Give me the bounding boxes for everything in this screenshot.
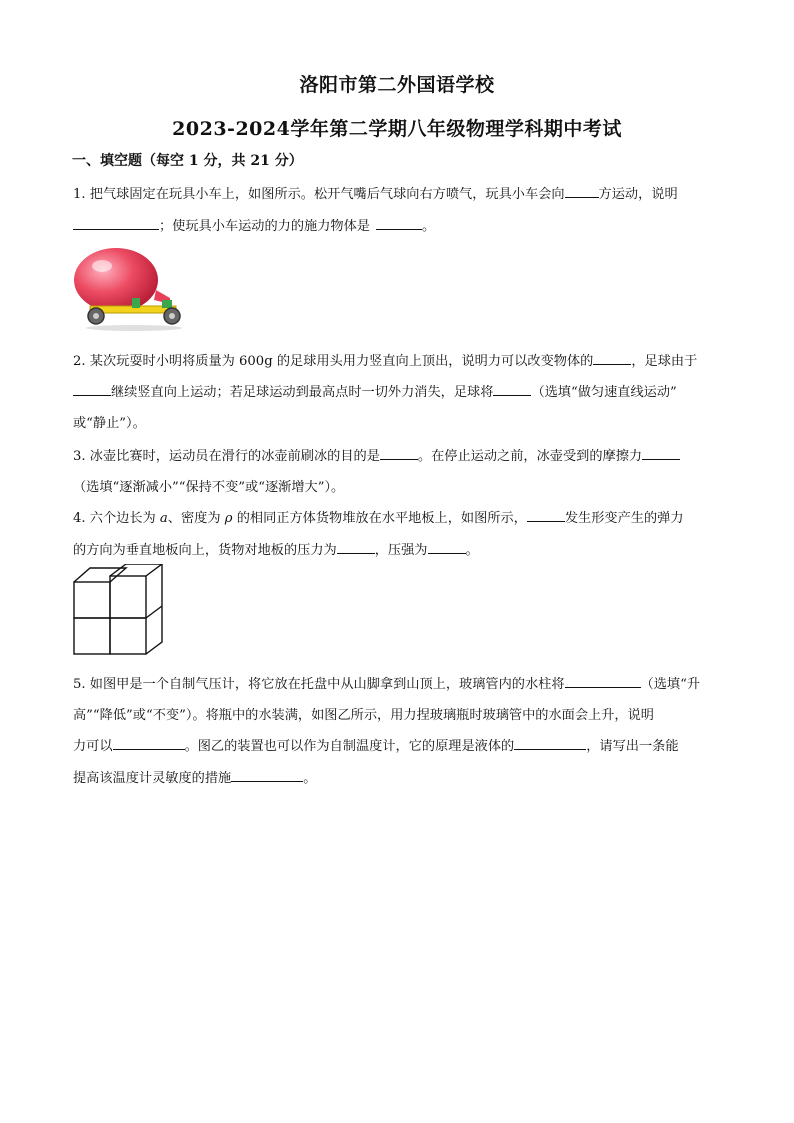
q4-blank-2[interactable] xyxy=(337,540,375,554)
q4-blank-1[interactable] xyxy=(527,508,565,522)
stacked-cubes-figure xyxy=(72,564,172,660)
q5-line-2: 高”“降低”或“不变”）。将瓶中的水装满，如图乙所示，用力捏玻璃瓶时玻璃管中的水面会上升，说明 xyxy=(73,708,654,723)
balloon-shape xyxy=(74,248,158,312)
q5-blank-4[interactable] xyxy=(231,768,303,782)
q1-blank-2[interactable] xyxy=(73,216,159,230)
q5-blank-2[interactable] xyxy=(113,736,185,750)
exam-title: 2023-2024学年第二学期八年级物理学科期中考试 xyxy=(172,118,622,140)
q1-text: ；使玩具小车运动的力的施力物体是 xyxy=(159,219,370,234)
q2-blank-1[interactable] xyxy=(593,351,631,365)
q3-text: 3. 冰壶比赛时，运动员在滑行的冰壶前刷冰的目的是 xyxy=(73,449,380,464)
q5-text: 。 xyxy=(303,771,317,786)
q1-blank-1[interactable] xyxy=(565,184,599,198)
q4-line-2 xyxy=(73,539,479,558)
section-heading: 一、填空题（每空 1 分，共 21 分） xyxy=(72,153,303,169)
q4-text: 发生形变产生的弹力 xyxy=(564,511,684,526)
q2-line-3: 或“静止”）。 xyxy=(73,416,146,431)
q4-text: ，压强为 xyxy=(374,543,428,558)
q5-text: ，请写出一条能 xyxy=(586,739,679,754)
q2-blank-2[interactable] xyxy=(73,382,111,396)
q1-line-2 xyxy=(73,215,435,234)
q1-text: 方运动，说明 xyxy=(598,187,678,202)
q4-text: 的方向为垂直地板向上，货物对地板的压力为 xyxy=(73,543,337,558)
q5-line-3 xyxy=(73,735,679,754)
q5-line-1 xyxy=(73,673,700,692)
q2-blank-3[interactable] xyxy=(493,382,531,396)
q4-var-a: a xyxy=(159,511,168,526)
q5-text: 提高该温度计灵敏度的措施 xyxy=(73,771,232,786)
q1-line-1 xyxy=(73,183,678,202)
q4-blank-3[interactable] xyxy=(428,540,466,554)
q4-text: 4. 六个边长为 xyxy=(73,511,156,526)
q4-text: 。 xyxy=(465,543,479,558)
q4-line-1 xyxy=(73,507,684,526)
q5-text: （选填“升 xyxy=(640,677,701,692)
q1-blank-3[interactable] xyxy=(376,216,422,230)
q5-blank-1[interactable] xyxy=(565,674,641,688)
q1-text: 。 xyxy=(422,219,436,234)
q5-line-4 xyxy=(73,767,316,786)
q5-text: 。图乙的装置也可以作为自制温度计，它的原理是液体的 xyxy=(184,739,515,754)
balloon-car-figure xyxy=(72,240,190,332)
q2-line-2 xyxy=(73,381,677,400)
q4-text: 、密度为 xyxy=(167,511,221,526)
q4-text: 的相同正方体货物堆放在水平地板上，如图所示， xyxy=(236,511,527,526)
q5-text: 5. 如图甲是一个自制气压计，将它放在托盘中从山脚拿到山顶上，玻璃管内的水柱将 xyxy=(73,677,565,692)
q2-text: ，足球由于 xyxy=(631,354,698,369)
q4-var-rho: ρ xyxy=(224,511,233,526)
q2-text: （选填“做匀速直线运动” xyxy=(531,385,677,400)
q3-line-2: （选填“逐渐减小”“保持不变”或“逐渐增大”）。 xyxy=(73,480,345,495)
q3-blank-1[interactable] xyxy=(380,446,418,460)
q3-blank-2[interactable] xyxy=(642,446,680,460)
q2-text: 继续竖直向上运动；若足球运动到最高点时一切外力消失，足球将 xyxy=(111,385,494,400)
q5-text: 力可以 xyxy=(73,739,113,754)
q3-text: 。在停止运动之前，冰壶受到的摩擦力 xyxy=(417,449,643,464)
q3-line-1 xyxy=(73,445,680,464)
q2-line-1 xyxy=(73,350,697,369)
school-title: 洛阳市第二外国语学校 xyxy=(299,74,495,96)
q5-blank-3[interactable] xyxy=(514,736,586,750)
q2-text: 2. 某次玩耍时小明将质量为 600g 的足球用头用力竖直向上顶出，说明力可以改变物体的 xyxy=(73,354,594,369)
q1-text: 1. 把气球固定在玩具小车上，如图所示。松开气嘴后气球向右方喷气，玩具小车会向 xyxy=(73,187,565,202)
